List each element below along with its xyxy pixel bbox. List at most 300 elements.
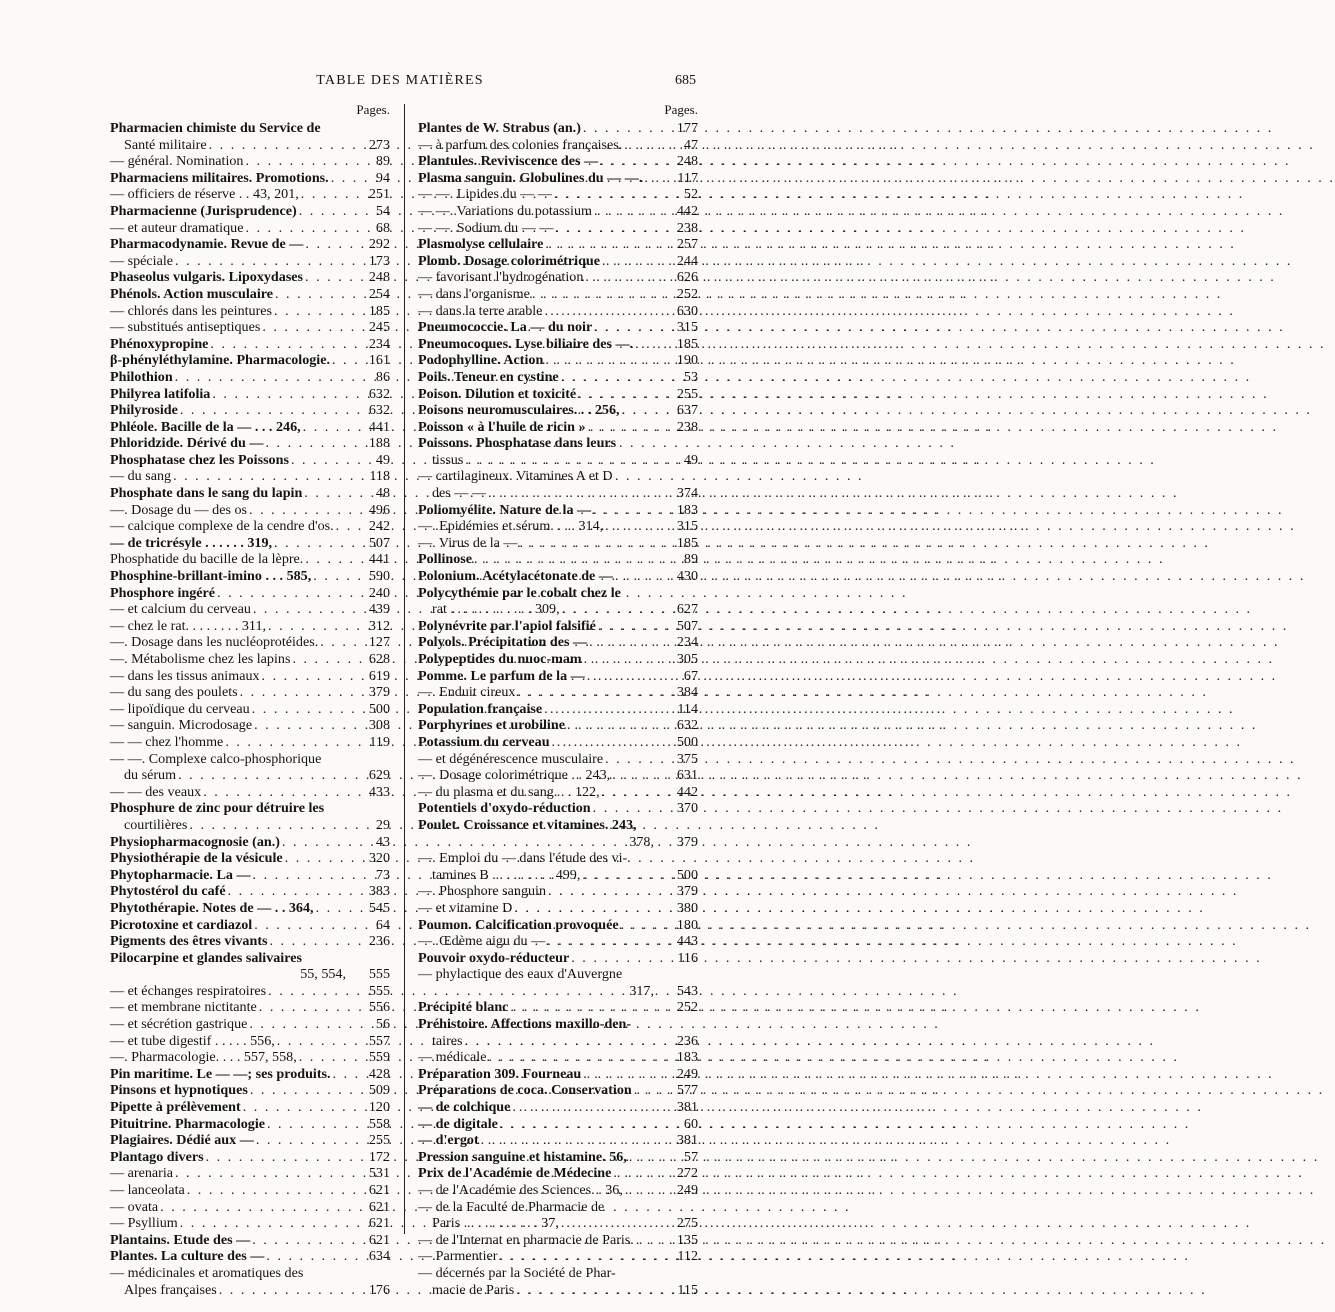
entry-text: Plantago divers [110,1148,204,1165]
entry-text: —. Œdème aigu du — [418,933,546,950]
entry-text: — d'ergot [418,1132,479,1149]
leader-dots [332,352,356,369]
leader-dots [594,319,664,336]
entry-page: 112 [677,1248,698,1265]
entry-page: 500 [676,733,698,750]
leader-dots [175,369,356,386]
entry-page: 89 [683,551,698,568]
index-entry [110,153,390,170]
entry-page: 185 [676,534,698,551]
index-entry [418,568,698,585]
index-entry [110,120,390,137]
index-entry [418,419,698,436]
leader-dots [561,369,664,386]
entry-text: Prix de l'Académie de Médecine [418,1165,612,1182]
entry-text: macie de Paris [432,1281,515,1298]
index-entry [418,1149,698,1166]
entry-page: 632 [676,717,698,734]
entry-page: 49 [683,451,698,468]
index-entry [110,485,390,502]
entry-text: — du sang [110,468,172,485]
leader-dots [545,236,664,253]
leader-dots [635,336,664,353]
index-entry [418,452,698,469]
entry-text: Phléole. Bacille de la — . . . 246, [110,418,301,435]
leader-dots [252,1232,356,1249]
leader-dots [305,269,356,286]
entry-text: Poumon. Calcification provoquée [418,916,619,933]
index-entry [110,551,390,568]
entry-page: 29 [375,816,390,833]
entry-text: —. Dosage dans les nucléoprotéides. [110,634,319,651]
entry-text: Porphyrines et urobiline [418,717,565,734]
leader-dots [567,717,664,734]
index-entry [110,767,390,784]
index-entry [418,933,698,950]
entry-text: Préhistoire. Affections maxillo-den- [418,1016,632,1033]
entry-text: — substitués antiseptiques [110,319,261,336]
entry-page: 545 [368,899,390,916]
index-entry [110,1066,390,1083]
leader-dots [252,701,356,718]
leader-dots [552,734,664,751]
entry-text: — chez le rat. . . . . . . . 311, [110,617,267,634]
leader-dots [584,651,664,668]
entry-page: 89 [375,153,390,170]
right-column [418,102,698,1298]
leader-dots [555,220,664,237]
entry-page: 54 [375,202,390,219]
leader-dots [488,485,664,502]
leader-dots [243,1099,356,1116]
entry-page: 320 [368,850,390,867]
entry-page: 305 [676,651,698,667]
entry-text: — de colchique [418,1099,511,1116]
leader-dots [593,800,664,817]
leader-dots [583,1066,664,1083]
leader-dots [160,1199,356,1216]
index-entry [418,535,698,552]
entry-page: 292 [368,236,390,253]
index-entry [418,1099,698,1116]
index-entry [110,668,390,685]
leader-dots [299,1049,356,1066]
entry-page: 180 [676,916,698,933]
entry-text: —. Enduit cireux [418,684,516,701]
entry-text: Plantes. La culture des — [110,1248,265,1265]
entry-text: — et dégénérescence musculaire [418,750,604,767]
entry-page: 254 [368,285,390,302]
entry-page: 236 [676,1032,698,1049]
entry-page: 47 [683,136,698,153]
leader-dots [175,1165,356,1182]
entry-text: Picrotoxine et cardiazol [110,916,253,933]
leader-dots [173,468,356,485]
leader-dots [180,402,356,419]
entry-text: — calcique complexe de la cendre d'os. [110,518,334,535]
leader-dots [585,269,664,286]
entry-page: 57 [683,1148,698,1165]
leader-dots [253,867,356,884]
entry-text: Polyols. Précipitation des — [418,634,588,651]
entry-text: — lipoïdique du cerveau [110,700,250,717]
entry-page: 117 [677,169,698,186]
leader-dots [268,983,356,1000]
leader-dots [465,1033,664,1050]
index-entry [110,1232,390,1249]
leader-dots [225,734,356,751]
entry-text: Pituitrine. Pharmacologie [110,1115,265,1132]
entry-page: 118 [369,468,390,485]
entry-page: 248 [368,269,390,286]
index-entry [418,1282,698,1299]
entry-page: 64 [375,916,390,933]
entry-page: 68 [375,219,390,236]
leader-dots [299,203,356,220]
entry-page: 176 [368,1281,390,1298]
leader-dots [268,618,356,635]
entry-page: 628 [368,651,390,667]
entry-text: — cartilagineux. Vitamines A et D [418,468,613,485]
leader-dots [545,352,664,369]
leader-dots [624,137,664,154]
entry-text: Plantes de W. Strabus (an.) [418,120,581,136]
index-entry [110,137,390,154]
left-pages-label: Pages. [356,102,390,117]
entry-text: 378, [629,833,654,850]
entry-text: — du sang des poulets [110,684,238,701]
entry-text: — et auteur dramatique [110,219,244,236]
entry-text: Physiopharmacognosie (an.) [110,833,280,850]
leader-dots [209,137,356,154]
leader-dots [217,585,356,602]
entry-text: Plantules. Reviviscence des — [418,153,599,170]
entry-page: 543 [676,982,698,999]
leader-dots [562,601,664,618]
entry-text: —. Dosage du — des os [110,501,248,518]
entry-page: 384 [676,684,698,701]
entry-text: 317, [629,982,654,999]
leader-dots [465,452,664,469]
entry-text: Potentiels d'oxydo-réduction [418,800,591,817]
entry-text: Philyrea latifolia [110,385,211,402]
entry-page: 234 [676,634,698,651]
entry-page: 442 [676,783,698,800]
entry-page: 244 [676,252,698,269]
index-entry [110,1033,390,1050]
entry-page: 119 [369,733,390,750]
index-entry [418,585,698,602]
index-entry [418,867,698,884]
index-entry [418,303,698,320]
leader-dots [285,850,356,867]
leader-dots [304,485,356,502]
index-entry [110,435,390,452]
index-entry [418,1066,698,1083]
leader-dots [583,120,664,137]
entry-page: 632 [368,402,390,419]
leader-dots [578,386,664,403]
entry-text: Pigments des êtres vivants [110,933,268,950]
leader-dots [510,999,664,1016]
index-entry [110,568,390,585]
entry-text: — et échanges respiratoires [110,982,267,999]
leader-dots [561,1215,664,1232]
entry-page: 249 [676,1065,698,1082]
entry-text: — favorisant l'hydrogénation [418,269,584,286]
entry-text: — dans les tissus animaux [110,667,260,684]
leader-dots [571,950,664,967]
index-entry [418,734,698,751]
leader-dots [644,170,664,187]
index-entry [110,1182,390,1199]
leader-dots [262,668,356,685]
leader-dots [282,834,356,851]
leader-dots [548,883,664,900]
entry-text: —. Phosphore sanguin [418,883,547,900]
entry-page: 430 [676,568,698,585]
leader-dots [602,784,664,801]
entry-text: Pharmacien chimiste du Service de [110,120,321,136]
leader-dots [600,153,664,170]
entry-text: Santé militaire [124,136,207,153]
index-entry [110,999,390,1016]
index-entry [110,966,390,983]
entry-page: 114 [677,700,698,717]
entry-text: —. Métabolisme chez les lapins [110,651,291,667]
leader-dots [250,1082,356,1099]
leader-dots [621,917,664,934]
leader-dots [178,767,356,784]
index-entry [110,1282,390,1299]
entry-text: — médicinales et aromatiques des [110,1264,304,1281]
index-entry [418,319,698,336]
index-entry [110,1165,390,1182]
leader-dots [333,1066,356,1083]
index-entry [418,1165,698,1182]
entry-text: Pin maritime. Le — —; ses produits. [110,1065,331,1082]
entry-page: 252 [676,999,698,1016]
entry-page: 621 [368,1198,390,1215]
entry-text: Plagiaires. Dédié aux — [110,1132,254,1149]
entry-page: 379 [676,833,698,850]
entry-page: 531 [368,1165,390,1182]
entry-text: Phénoxypropine [110,335,209,352]
leader-dots [582,867,664,884]
entry-text: — général. Nomination [110,153,244,170]
entry-text: — officiers de réserve . . 43, 201, [110,186,299,203]
index-entry [110,269,390,286]
entry-text: Phloridzide. Dérivé du — [110,435,264,452]
entry-text: Phosphure de zinc pour détruire les [110,800,325,817]
entry-text: — médicale [418,1049,487,1066]
entry-text: Population française [418,700,543,717]
leader-dots [316,900,356,917]
entry-text: taires [432,1032,463,1049]
entry-text: — arenaria [110,1165,173,1182]
entry-page: 439 [368,601,390,618]
entry-page: 48 [375,485,390,502]
index-entry [110,369,390,386]
entry-text: Plomb. Dosage colorimétrique [418,252,601,269]
leader-dots [331,170,356,187]
leader-dots [488,1049,664,1066]
leader-dots [629,1149,664,1166]
index-entry [110,950,390,967]
leader-dots [320,634,356,651]
entry-text: — et sécrétion gastrique [110,1016,248,1033]
leader-dots [499,1248,664,1265]
entry-text: — décernés par la Société de Phar- [418,1264,616,1281]
entry-page: 629 [368,767,390,784]
entry-text: Pharmacienne (Jurisprudence) [110,202,297,219]
index-entry [110,518,390,535]
entry-page: 555 [368,982,390,999]
entry-text: Pneumococcie. La — du noir [418,319,593,336]
entry-text: — et membrane nictitante [110,999,257,1016]
leader-dots [303,419,356,436]
entry-page: 234 [368,335,390,352]
entry-text: — Parmentier [418,1248,498,1265]
leader-dots [189,817,356,834]
entry-page: 637 [676,402,698,419]
entry-text: — —. Sodium du — — [418,219,554,236]
index-entry [110,319,390,336]
entry-page: 630 [676,302,698,319]
entry-page: 60 [683,1115,698,1132]
entry-text: rat . . . . . . . . . . . . 309, [432,601,560,618]
entry-text: des — — [432,485,487,502]
entry-text: Pollinose [418,551,473,568]
entry-text: — phylactique des eaux d'Auvergne [418,966,623,983]
column-divider [404,104,405,1234]
index-entry [110,717,390,734]
entry-page: 185 [676,335,698,352]
leader-dots [249,502,356,519]
entry-page: 379 [676,883,698,900]
leader-dots [265,435,356,452]
index-entry [418,601,698,618]
index-entry [418,1248,698,1265]
entry-page: 52 [683,186,698,203]
index-entry [418,220,698,237]
index-entry [418,1199,698,1216]
index-entry [110,850,390,867]
index-entry [110,1215,390,1232]
entry-page: 441 [368,551,390,568]
entry-page: 53 [683,368,698,385]
leader-dots [274,303,356,320]
index-entry [110,1082,390,1099]
entry-text: — à parfum des colonies françaises. [418,136,623,153]
leader-dots [305,236,356,253]
index-entry [110,751,390,768]
entry-text: Poisson « à l'huile de ricin » [418,418,586,435]
leader-dots [291,452,356,469]
entry-text: Poils. Teneur en cystine [418,368,559,385]
entry-page: 381 [676,1132,698,1149]
entry-text: 55, 554, [300,966,346,983]
entry-page: 173 [368,252,390,269]
entry-page: 116 [677,949,698,966]
leader-dots [245,153,356,170]
index-entry [418,850,698,867]
leader-dots [612,767,664,784]
entry-page: 621 [368,1215,390,1232]
leader-dots [175,253,356,270]
entry-text: Plantains. Etude des — [110,1231,251,1248]
entry-text: Préparations de coca. Conservation [418,1082,632,1099]
index-entry [110,734,390,751]
entry-text: Pharmaciens militaires. Promotions. [110,169,329,186]
index-entry [110,203,390,220]
leader-dots [187,1182,356,1199]
index-entry [110,253,390,270]
leader-dots [254,717,356,734]
entry-page: 312 [368,617,390,634]
entry-page: 255 [676,385,698,402]
index-entry [110,1199,390,1216]
index-entry [418,186,698,203]
entry-page: 634 [368,1248,390,1265]
entry-text: —. Epidémies et sérum. . . . 314, [418,518,604,535]
entry-text: Phosphatase chez les Poissons [110,451,289,468]
entry-text: Phytopharmacie. La — [110,866,251,883]
entry-text: tamines B . . . . . . . . . 499, [432,866,581,883]
index-entry [110,303,390,320]
leader-dots [532,286,664,303]
entry-text: Paris . . . . . . . . . . . 37, [432,1215,559,1232]
entry-text: —. Virus de la — [418,534,518,551]
left-entry-list [110,120,390,1298]
leader-dots [203,784,356,801]
leader-dots [249,1016,356,1033]
entry-page: 308 [368,717,390,734]
index-entry [418,1265,698,1282]
index-entry [110,1149,390,1166]
leader-dots [481,1132,664,1149]
entry-page: 559 [368,1049,390,1066]
leader-dots [514,900,664,917]
index-entry [418,120,698,137]
entry-text: — — des veaux [110,783,202,800]
entry-text: courtilières [124,816,188,833]
entry-text: — spéciale [110,252,174,269]
index-entry [110,585,390,602]
entry-page: 621 [368,1182,390,1198]
entry-page: 248 [676,153,698,170]
entry-text: — lanceolata [110,1182,185,1198]
leader-dots [210,336,356,353]
entry-text: Phosphine-brillant-imino . . . 585, [110,568,312,585]
entry-page: 441 [368,418,390,435]
index-entry [110,684,390,701]
index-entry [110,535,390,552]
entry-page: 621 [368,1231,390,1248]
entry-text: Pomme. Le parfum de la — [418,667,585,684]
index-entry [418,336,698,353]
index-entry [110,1116,390,1133]
leader-dots [206,1149,356,1166]
index-entry [418,1232,698,1249]
index-entry [418,817,698,834]
entry-page: 556 [368,999,390,1016]
index-entry [418,269,698,286]
entry-text: Précipité blanc [418,999,509,1016]
entry-page: 86 [375,368,390,385]
entry-text: Pipette à prélèvement [110,1099,241,1116]
entry-text: β-phényléthylamine. Pharmacologie. [110,352,330,369]
